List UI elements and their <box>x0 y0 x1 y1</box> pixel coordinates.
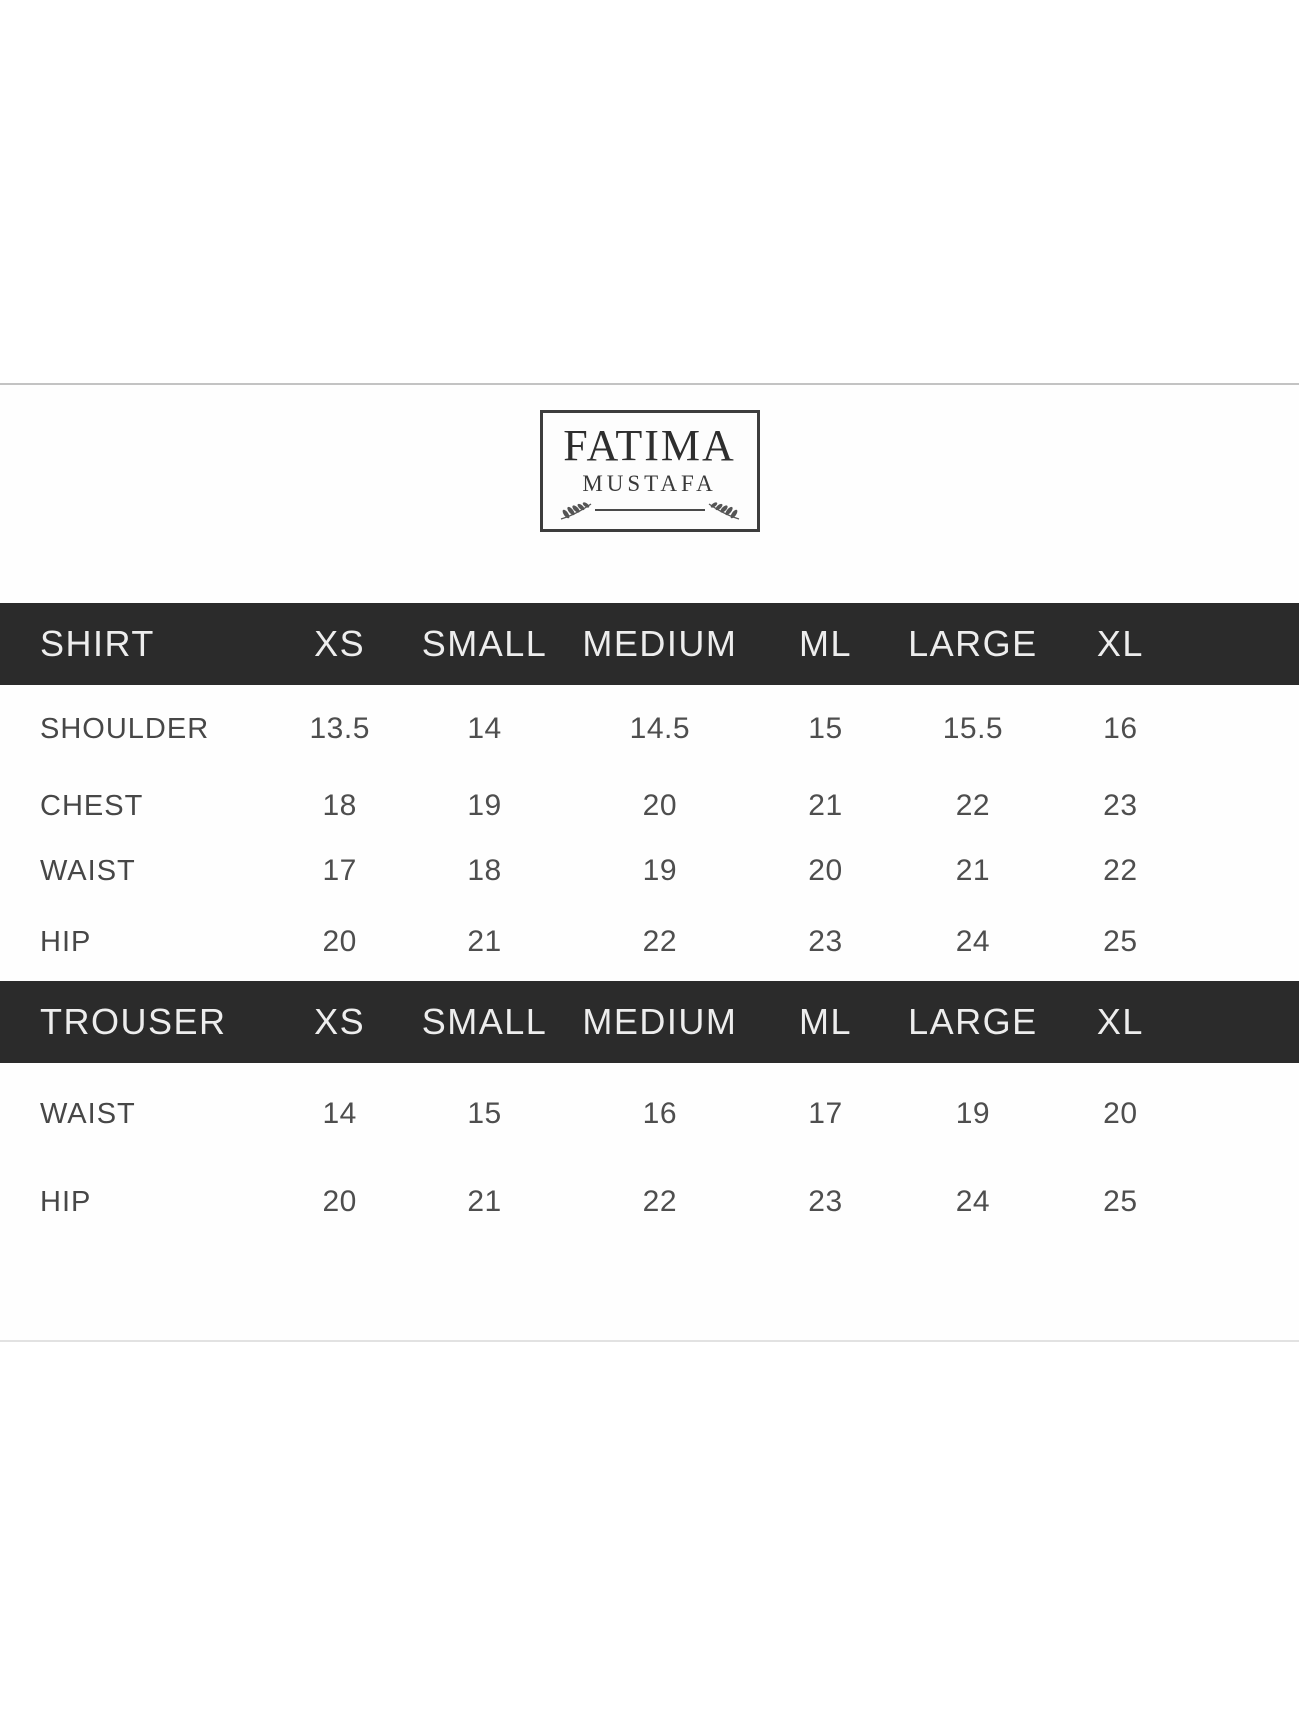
size-value: 22 <box>955 789 991 822</box>
size-value: 20 <box>322 1185 357 1218</box>
row-spacer <box>1176 903 1299 981</box>
brand-logo <box>540 410 760 532</box>
size-column-header: LARGE <box>881 981 1065 1063</box>
header-spacer <box>1176 981 1299 1063</box>
size-column-header: XS <box>260 981 420 1063</box>
row-spacer <box>1176 839 1299 903</box>
size-value: 16 <box>1103 712 1138 745</box>
size-value: 18 <box>467 854 502 887</box>
size-value: 24 <box>955 925 991 958</box>
trouser-table-header-row <box>0 981 1299 1063</box>
size-value: 17 <box>808 1097 843 1130</box>
size-column-header: XL <box>1065 603 1175 685</box>
size-value: 21 <box>808 789 843 822</box>
header-spacer <box>1176 603 1299 685</box>
size-value: 25 <box>1103 1185 1138 1218</box>
size-column-header: MEDIUM <box>549 981 770 1063</box>
size-value: 25 <box>1103 925 1138 958</box>
size-value: 14.5 <box>629 712 691 745</box>
size-value: 14 <box>322 1097 357 1130</box>
size-column-header: ML <box>770 603 880 685</box>
size-column-header: XS <box>260 603 420 685</box>
size-value: 22 <box>1103 854 1138 887</box>
brand-name: FATIMA <box>563 421 736 470</box>
row-spacer <box>1176 1165 1299 1239</box>
measure-row <box>0 685 1299 773</box>
size-value: 17 <box>322 854 357 887</box>
trouser-table-title: TROUSER <box>0 981 260 1063</box>
size-value: 19 <box>467 789 502 822</box>
size-column-header: SMALL <box>420 981 550 1063</box>
size-value: 13.5 <box>309 712 370 745</box>
size-value: 15 <box>467 1097 502 1130</box>
size-value: 15.5 <box>942 712 1004 745</box>
logo-ornament <box>543 499 757 521</box>
row-spacer <box>1176 685 1299 773</box>
ornament-line <box>595 509 705 511</box>
measure-label: CHEST <box>40 789 144 822</box>
size-value: 21 <box>467 925 502 958</box>
size-value: 21 <box>467 1185 502 1218</box>
measure-row <box>0 839 1299 903</box>
size-value: 15 <box>808 712 843 745</box>
size-value: 21 <box>955 854 991 887</box>
top-margin <box>0 0 1299 383</box>
size-column-header: ML <box>770 981 880 1063</box>
size-chart-card <box>0 383 1299 1342</box>
size-column-header: SMALL <box>420 603 550 685</box>
size-value: 23 <box>1103 789 1138 822</box>
wheat-ornament-right-icon <box>707 499 741 521</box>
size-value: 24 <box>955 1185 991 1218</box>
measure-label: HIP <box>40 925 92 958</box>
size-column-header: MEDIUM <box>549 603 770 685</box>
row-spacer <box>1176 773 1299 839</box>
shirt-table-header-row <box>0 603 1299 685</box>
measure-row <box>0 1063 1299 1165</box>
shirt-size-table <box>0 603 1299 981</box>
wheat-ornament-left-icon <box>559 499 593 521</box>
size-value: 20 <box>808 854 843 887</box>
size-value: 22 <box>642 1185 678 1218</box>
size-value: 23 <box>808 925 843 958</box>
size-column-header: LARGE <box>881 603 1065 685</box>
measure-label: SHOULDER <box>40 712 210 745</box>
trouser-size-table <box>0 981 1299 1239</box>
measure-label: WAIST <box>40 1097 136 1130</box>
size-value: 16 <box>642 1097 678 1130</box>
size-value: 20 <box>322 925 357 958</box>
measure-row <box>0 903 1299 981</box>
size-value: 23 <box>808 1185 843 1218</box>
size-value: 20 <box>1103 1097 1138 1130</box>
size-value: 19 <box>955 1097 991 1130</box>
size-value: 14 <box>467 712 502 745</box>
size-value: 18 <box>322 789 357 822</box>
row-spacer <box>1176 1063 1299 1165</box>
measure-row <box>0 773 1299 839</box>
measure-row <box>0 1165 1299 1239</box>
size-column-header: XL <box>1065 981 1175 1063</box>
measure-label: HIP <box>40 1185 92 1218</box>
size-value: 19 <box>642 854 678 887</box>
size-value: 22 <box>642 925 678 958</box>
brand-subname: MUSTAFA <box>582 471 717 496</box>
measure-label: WAIST <box>40 854 136 887</box>
shirt-table-title: SHIRT <box>0 603 260 685</box>
size-value: 20 <box>642 789 678 822</box>
